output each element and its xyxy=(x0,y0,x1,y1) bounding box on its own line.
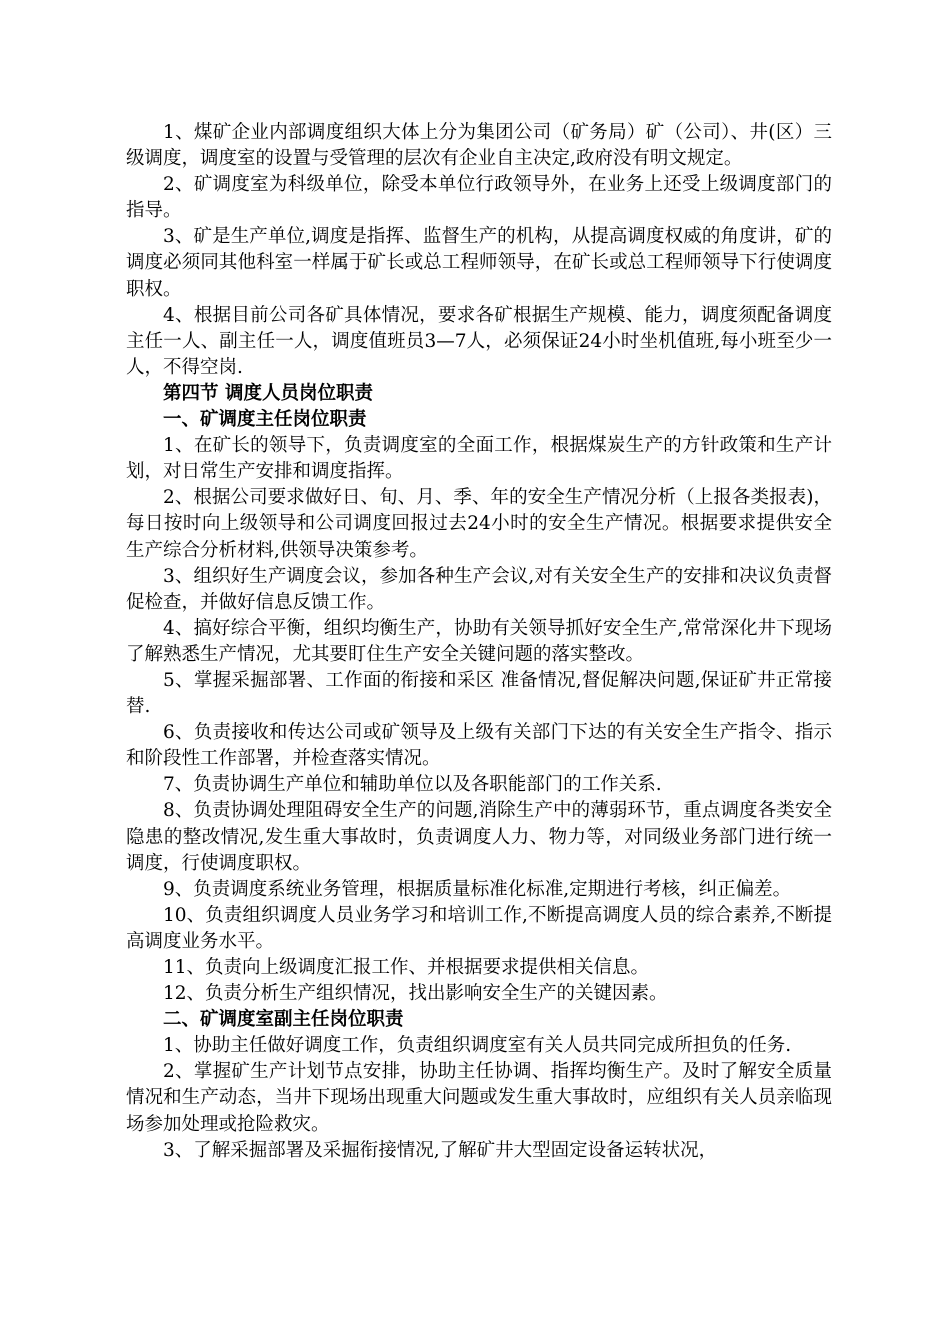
document-body xyxy=(126,120,832,1164)
section-heading: 第四节 调度人员岗位职责 xyxy=(163,382,373,404)
paragraph: 4、搞好综合平衡，组织均衡生产，协助有关领导抓好安全生产,常常深化井下现场了解熟悉生产情况，尤其要盯住生产安全关键问题的落实整改。 xyxy=(126,617,832,665)
paragraph: 3、了解采掘部署及采掘衔接情况,了解矿井大型固定设备运转状况， xyxy=(163,1139,718,1161)
subsection-heading: 一、矿调度主任岗位职责 xyxy=(163,409,367,431)
paragraph: 3、组织好生产调度会议，参加各种生产会议,对有关安全生产的安排和决议负责督促检查，并做好信息反馈工作。 xyxy=(126,565,832,613)
paragraph: 2、根据公司要求做好日、旬、月、季、年的安全生产情况分析（上报各类报表)，每日按时向上级领导和公司调度回报过去24小时的安全生产情况。根据要求提供安全生产综合分析材料,供领导决策参考。 xyxy=(126,487,832,561)
paragraph: 11、负责向上级调度汇报工作、并根据要求提供相关信息。 xyxy=(163,957,650,978)
paragraph: 1、在矿长的领导下，负责调度室的全面工作，根据煤炭生产的方针政策和生产计划，对日常生产安排和调度指挥。 xyxy=(126,435,832,483)
paragraph: 5、掌握采掘部署、工作面的衔接和采区 准备情况,督促解决问题,保证矿井正常接替. xyxy=(126,669,832,718)
subsection-heading: 二、矿调度室副主任岗位职责 xyxy=(163,1009,404,1031)
paragraph: 3、矿是生产单位,调度是指挥、监督生产的机构，从提高调度权威的角度讲，矿的调度必须同其他科室一样属于矿长或总工程师领导，在矿长或总工程师领导下行使调度职权。 xyxy=(126,226,832,300)
paragraph: 2、矿调度室为科级单位，除受本单位行政领导外，在业务上还受上级调度部门的指导。 xyxy=(126,174,832,222)
paragraph: 4、根据目前公司各矿具体情况，要求各矿根据生产规模、能力，调度须配备调度主任一人、副主任一人，调度值班员3—7人，必须保证24小时坐机值班,每小班至少一人，不得空岗. xyxy=(126,304,832,378)
paragraph: 12、负责分析生产组织情况，找出影响安全生产的关键因素。 xyxy=(163,983,668,1005)
paragraph: 8、负责协调处理阻碍安全生产的问题,消除生产中的薄弱环节，重点调度各类安全隐患的整改情况,发生重大事故时，负责调度人力、物力等，对同级业务部门进行统一调度，行使调度职权。 xyxy=(126,800,832,874)
paragraph: 10、负责组织调度人员业务学习和培训工作,不断提高调度人员的综合素养,不断提高调度业务水平。 xyxy=(126,904,832,952)
paragraph: 6、负责接收和传达公司或矿领导及上级有关部门下达的有关安全生产指令、指示和阶段性工作部署，并检查落实情况。 xyxy=(126,722,832,770)
paragraph: 1、协助主任做好调度工作，负责组织调度室有关人员共同完成所担负的任务. xyxy=(163,1035,792,1057)
paragraph: 1、煤矿企业内部调度组织大体上分为集团公司（矿务局）矿（公司）、井(区）三级调度，调度室的设置与受管理的层次有企业自主决定,政府没有明文规定。 xyxy=(126,122,832,170)
paragraph: 9、负责调度系统业务管理，根据质量标准化标准,定期进行考核，纠正偏差。 xyxy=(163,878,792,900)
paragraph: 2、掌握矿生产计划节点安排，协助主任协调、指挥均衡生产。及时了解安全质量情况和生产动态，当井下现场出现重大问题或发生重大事故时，应组织有关人员亲临现场参加处理或抢险救灾。 xyxy=(126,1061,832,1135)
paragraph: 7、负责协调生产单位和辅助单位以及各职能部门的工作关系. xyxy=(163,774,662,796)
